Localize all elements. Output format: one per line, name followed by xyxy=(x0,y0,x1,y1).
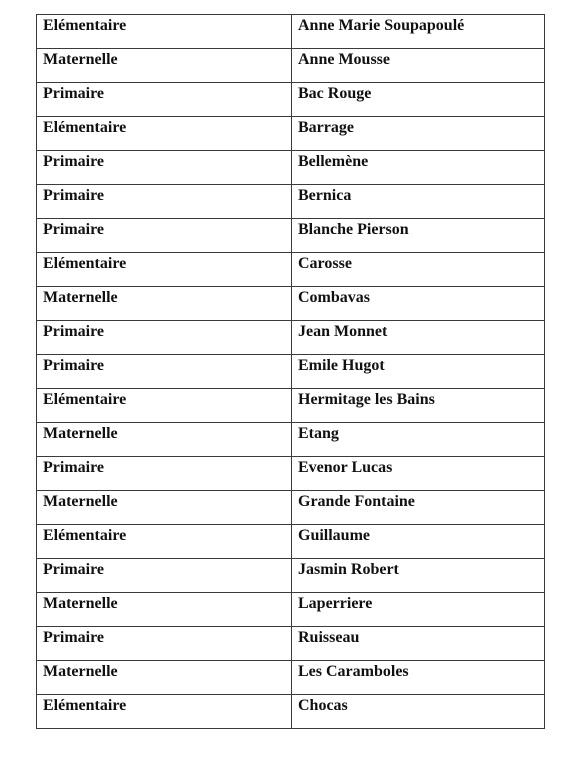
table-row xyxy=(37,219,545,253)
school-name: Etang xyxy=(298,425,339,442)
school-type-cell xyxy=(37,559,292,593)
school-name: Anne Marie Soupapoulé xyxy=(298,17,465,34)
school-name: Jean Monnet xyxy=(298,323,388,340)
school-name-cell xyxy=(292,525,545,559)
school-name: Guillaume xyxy=(298,527,371,544)
table-row xyxy=(37,695,545,729)
school-name: Carosse xyxy=(298,255,352,272)
school-name: Jasmin Robert xyxy=(298,561,399,578)
table-row xyxy=(37,321,545,355)
school-type: Primaire xyxy=(43,153,105,170)
school-name: Laperriere xyxy=(298,595,373,612)
school-type: Maternelle xyxy=(43,289,118,306)
school-type: Maternelle xyxy=(43,663,118,680)
table-row xyxy=(37,185,545,219)
school-name-cell xyxy=(292,389,545,423)
school-name-cell xyxy=(292,151,545,185)
school-name-cell xyxy=(292,49,545,83)
table-row xyxy=(37,559,545,593)
school-type-cell xyxy=(37,253,292,287)
school-name-cell xyxy=(292,355,545,389)
school-type: Maternelle xyxy=(43,493,118,510)
school-name-cell xyxy=(292,559,545,593)
school-name-cell xyxy=(292,423,545,457)
school-name: Bellemène xyxy=(298,153,369,170)
table-row xyxy=(37,661,545,695)
school-name-cell xyxy=(292,287,545,321)
school-name-cell xyxy=(292,457,545,491)
table-row xyxy=(37,491,545,525)
school-type-cell xyxy=(37,389,292,423)
table-row xyxy=(37,389,545,423)
school-type: Elémentaire xyxy=(43,255,127,272)
table-row xyxy=(37,151,545,185)
school-type-cell xyxy=(37,151,292,185)
school-name-cell xyxy=(292,117,545,151)
school-type-cell xyxy=(37,593,292,627)
school-name: Evenor Lucas xyxy=(298,459,393,476)
school-name: Grande Fontaine xyxy=(298,493,415,510)
school-name-cell xyxy=(292,83,545,117)
school-name: Hermitage les Bains xyxy=(298,391,435,408)
table-row xyxy=(37,253,545,287)
school-name: Anne Mousse xyxy=(298,51,391,68)
table-row xyxy=(37,593,545,627)
table-row xyxy=(37,287,545,321)
school-type-cell xyxy=(37,15,292,49)
school-type-cell xyxy=(37,185,292,219)
school-name: Ruisseau xyxy=(298,629,360,646)
school-type: Primaire xyxy=(43,357,105,374)
table-row xyxy=(37,525,545,559)
school-table xyxy=(36,14,545,729)
school-name-cell xyxy=(292,321,545,355)
school-type-cell xyxy=(37,457,292,491)
school-name: Bernica xyxy=(298,187,352,204)
school-type: Primaire xyxy=(43,221,105,238)
school-type-cell xyxy=(37,321,292,355)
school-type: Maternelle xyxy=(43,595,118,612)
school-table-body xyxy=(37,15,545,729)
school-name-cell xyxy=(292,627,545,661)
table-row xyxy=(37,627,545,661)
school-type: Elémentaire xyxy=(43,527,127,544)
school-type-cell xyxy=(37,117,292,151)
table-row xyxy=(37,355,545,389)
school-type-cell xyxy=(37,49,292,83)
school-name-cell xyxy=(292,219,545,253)
school-type: Elémentaire xyxy=(43,391,127,408)
table-row xyxy=(37,117,545,151)
school-name-cell xyxy=(292,593,545,627)
school-type: Primaire xyxy=(43,85,105,102)
school-type-cell xyxy=(37,83,292,117)
school-name-cell xyxy=(292,185,545,219)
school-type: Primaire xyxy=(43,323,105,340)
school-type: Maternelle xyxy=(43,425,118,442)
school-name: Chocas xyxy=(298,697,348,714)
school-type: Maternelle xyxy=(43,51,118,68)
school-name-cell xyxy=(292,253,545,287)
school-name: Combavas xyxy=(298,289,371,306)
table-row xyxy=(37,83,545,117)
school-type-cell xyxy=(37,219,292,253)
school-name-cell xyxy=(292,695,545,729)
table-row xyxy=(37,49,545,83)
school-type: Elémentaire xyxy=(43,17,127,34)
school-type-cell xyxy=(37,695,292,729)
school-type-cell xyxy=(37,491,292,525)
school-name-cell xyxy=(292,491,545,525)
school-name: Les Caramboles xyxy=(298,663,409,680)
school-name-cell xyxy=(292,661,545,695)
school-name-cell xyxy=(292,15,545,49)
school-type: Elémentaire xyxy=(43,697,127,714)
school-name: Emile Hugot xyxy=(298,357,385,374)
table-row xyxy=(37,423,545,457)
school-type-cell xyxy=(37,627,292,661)
school-type-cell xyxy=(37,661,292,695)
school-type-cell xyxy=(37,287,292,321)
school-type-cell xyxy=(37,423,292,457)
table-row xyxy=(37,457,545,491)
school-type-cell xyxy=(37,355,292,389)
school-type: Elémentaire xyxy=(43,119,127,136)
school-type-cell xyxy=(37,525,292,559)
school-name: Barrage xyxy=(298,119,354,136)
table-row xyxy=(37,15,545,49)
school-type: Primaire xyxy=(43,561,105,578)
school-type: Primaire xyxy=(43,187,105,204)
school-type: Primaire xyxy=(43,459,105,476)
school-name: Bac Rouge xyxy=(298,85,372,102)
school-type: Primaire xyxy=(43,629,105,646)
school-name: Blanche Pierson xyxy=(298,221,409,238)
